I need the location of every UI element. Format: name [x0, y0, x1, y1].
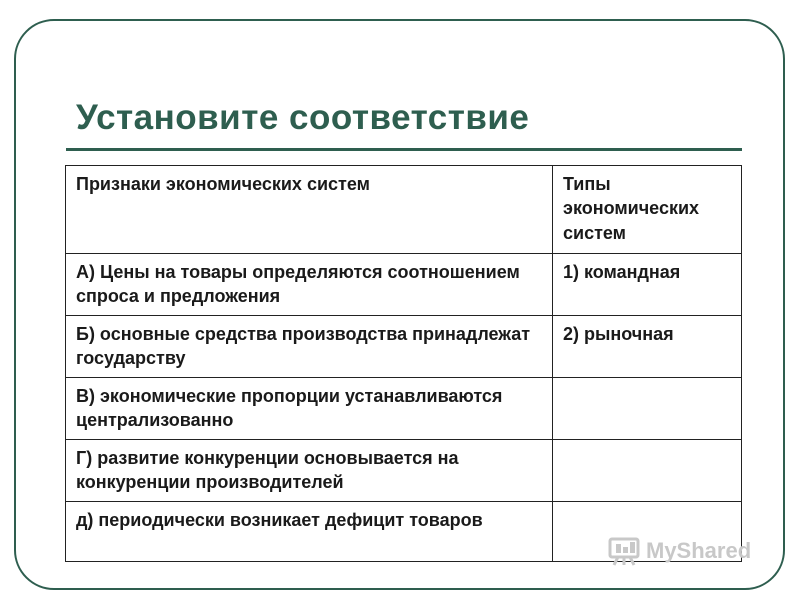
table-header-row	[66, 166, 742, 254]
feature-cell: Б) основные средства производства принадлежат государству	[66, 316, 553, 378]
title-underline	[66, 148, 742, 151]
feature-cell: д) периодически возникает дефицит товаров	[66, 502, 553, 562]
type-cell: 1) командная	[553, 254, 742, 316]
table-row	[66, 378, 742, 440]
header-types: Типы экономических систем	[553, 166, 742, 254]
feature-cell: В) экономические пропорции устанавливаются централизованно	[66, 378, 553, 440]
watermark-text: MyShared	[646, 538, 752, 563]
type-cell	[553, 378, 742, 440]
type-cell	[553, 440, 742, 502]
table-row	[66, 254, 742, 316]
slide-title: Установите соответствие	[76, 98, 530, 137]
matching-table	[65, 165, 742, 562]
feature-cell: Г) развитие конкуренции основывается на конкуренции производителей	[66, 440, 553, 502]
header-features: Признаки экономических систем	[66, 166, 553, 254]
type-cell: 2) рыночная	[553, 316, 742, 378]
feature-cell: А) Цены на товары определяются соотношением спроса и предложения	[66, 254, 553, 316]
watermark	[608, 536, 751, 566]
table-row	[66, 316, 742, 378]
table-row	[66, 440, 742, 502]
myshared-logo-icon	[608, 536, 642, 566]
